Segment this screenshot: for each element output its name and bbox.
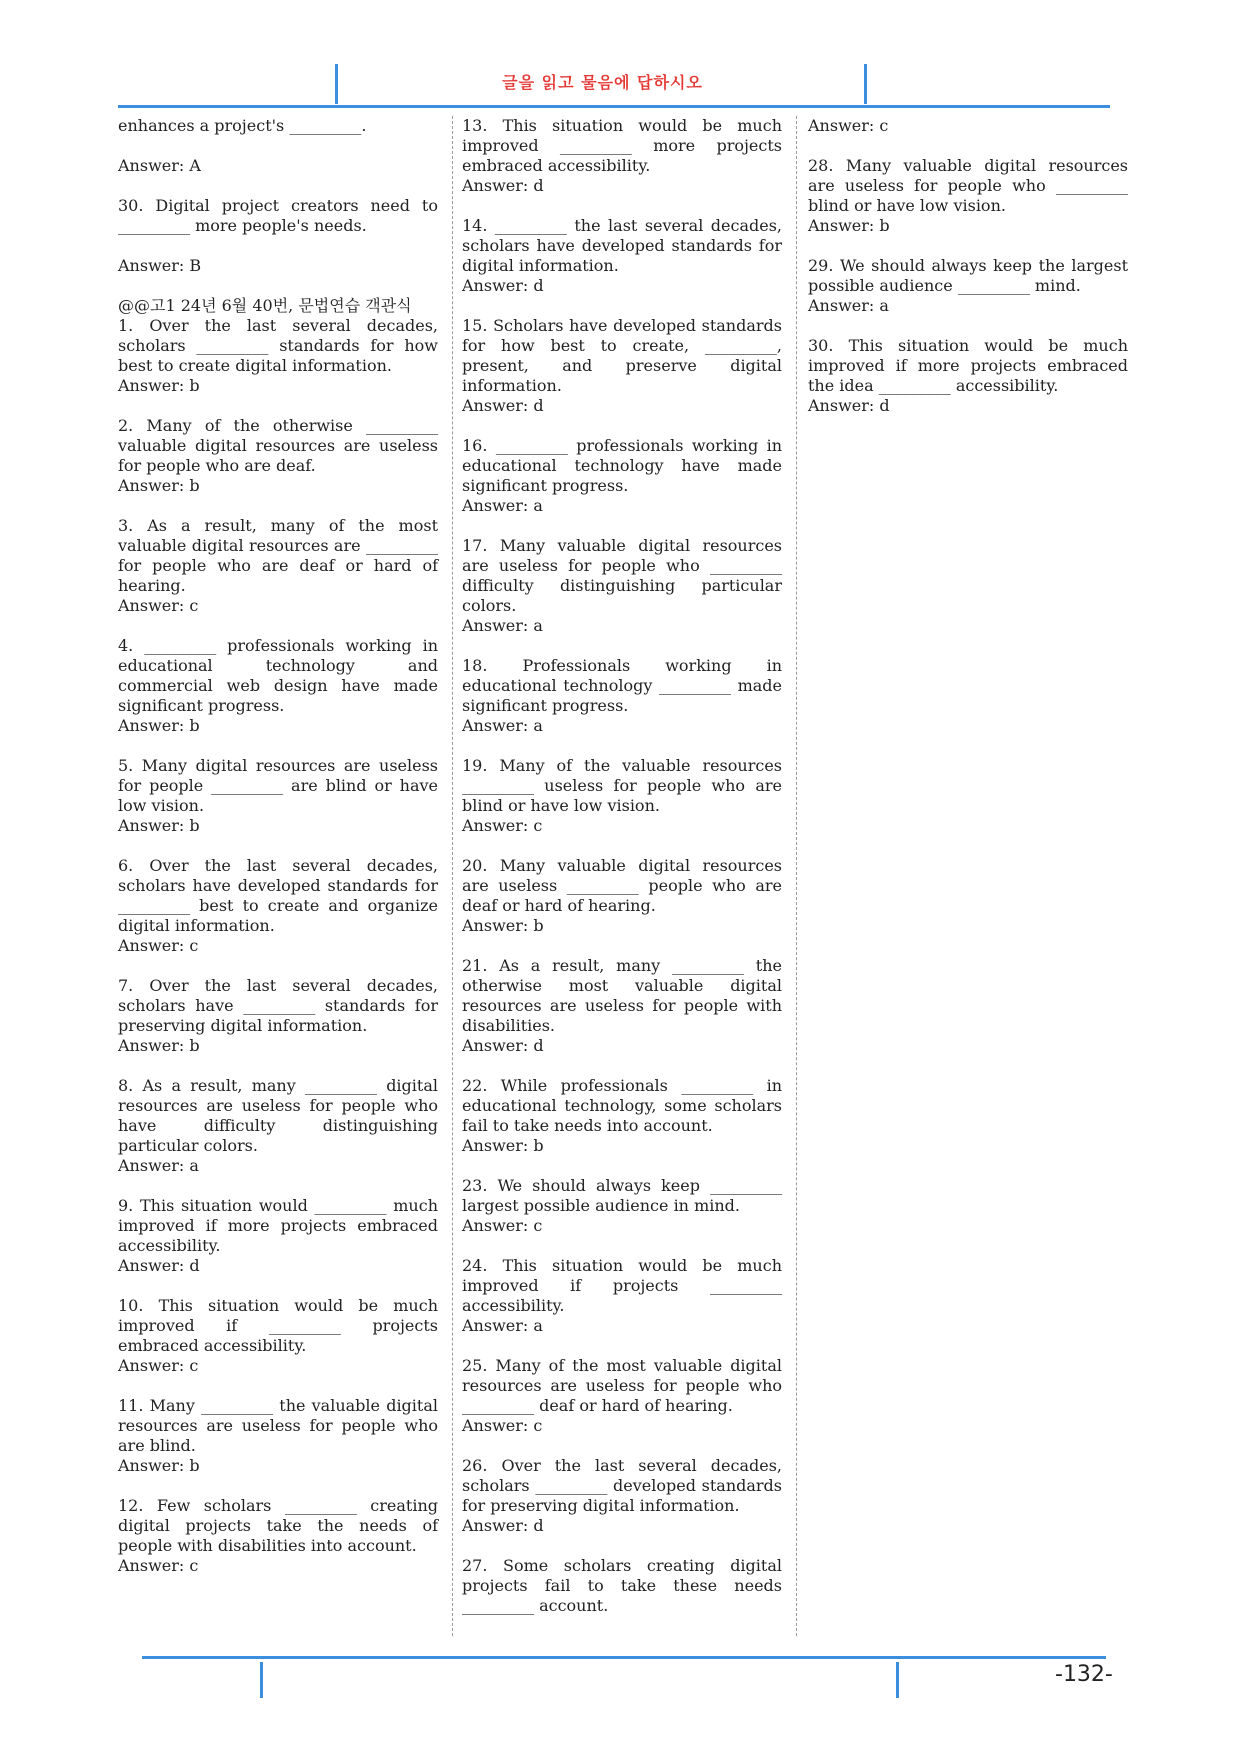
answer-text: Answer: c	[462, 1416, 543, 1435]
question-text: Answer: A	[118, 156, 201, 175]
question-text: 4. _________ professionals working in educational technology and commercial web design have made significant progress.	[118, 636, 438, 715]
question-text: 5. Many digital resources are useless for people _________ are blind or have low vision.	[118, 756, 438, 815]
question-text: 27. Some scholars creating digital projects fail to take these needs _________ account.	[462, 1556, 782, 1615]
answer-text: Answer: d	[462, 276, 544, 295]
question-item	[462, 656, 782, 736]
question-item	[118, 516, 438, 616]
question-text: 24. This situation would be much improved if projects _________ accessibility.	[462, 1256, 782, 1315]
question-item	[118, 196, 438, 236]
answer-text: Answer: b	[118, 376, 200, 395]
question-item	[462, 1456, 782, 1536]
question-text: Answer: B	[118, 256, 202, 275]
question-item	[118, 256, 438, 276]
question-item	[462, 216, 782, 296]
question-text: 14. _________ the last several decades, scholars have developed standards for digital information.	[462, 216, 782, 275]
answer-text: Answer: b	[118, 1036, 200, 1055]
answer-text: Answer: c	[462, 1216, 543, 1235]
answer-text: Answer: d	[462, 396, 544, 415]
answer-text: Answer: c	[118, 936, 199, 955]
question-text: 19. Many of the valuable resources _________ useless for people who are blind or have low vision.	[462, 756, 782, 815]
question-item	[462, 1176, 782, 1236]
page-number: -132-	[1055, 1662, 1113, 1687]
question-text: 8. As a result, many _________ digital resources are useless for people who have difficulty distinguishing particular colors.	[118, 1076, 438, 1155]
question-item	[462, 956, 782, 1056]
answer-text: Answer: d	[462, 1516, 544, 1535]
question-text: 28. Many valuable digital resources are useless for people who _________ blind or have low vision.	[808, 156, 1128, 215]
answer-text: Answer: b	[118, 716, 200, 735]
footer-left-bar	[260, 1662, 263, 1698]
answer-text: Answer: a	[462, 496, 543, 515]
question-text: 13. This situation would be much improved _________ more projects embraced accessibility.	[462, 116, 782, 175]
question-text: 12. Few scholars _________ creating digital projects take the needs of people with disabilities into account.	[118, 1496, 438, 1555]
footer-right-bar	[896, 1662, 899, 1698]
question-item	[462, 116, 782, 196]
question-item	[462, 1556, 782, 1616]
question-text: 17. Many valuable digital resources are useless for people who _________ difficulty distinguishing particular colors.	[462, 536, 782, 615]
question-text: @@고1 24년 6월 40번, 문법연습 객관식 1. Over the last several decades, scholars _________ standards for how best to create digital information.	[118, 296, 438, 375]
question-text: 26. Over the last several decades, scholars _________ developed standards for preserving digital information.	[462, 1456, 782, 1515]
answer-text: Answer: c	[118, 1556, 199, 1575]
question-text: 9. This situation would _________ much improved if more projects embraced accessibility.	[118, 1196, 438, 1255]
answer-text: Answer: b	[462, 916, 544, 935]
question-text: 20. Many valuable digital resources are useless _________ people who are deaf or hard of hearing.	[462, 856, 782, 915]
answer-text: Answer: b	[118, 816, 200, 835]
answer-text: Answer: a	[808, 296, 889, 315]
question-text: 2. Many of the otherwise _________ valuable digital resources are useless for people who are deaf.	[118, 416, 438, 475]
answer-text: Answer: c	[118, 596, 199, 615]
answer-text: Answer: b	[118, 1456, 200, 1475]
question-item	[118, 1076, 438, 1176]
answer-text: Answer: a	[462, 1316, 543, 1335]
answer-text: Answer: c	[118, 1356, 199, 1375]
question-text: 3. As a result, many of the most valuable digital resources are _________ for people who are deaf or hard of hearing.	[118, 516, 438, 595]
answer-text: Answer: d	[118, 1256, 200, 1275]
question-item	[118, 116, 438, 136]
column-1	[118, 116, 438, 1596]
answer-text: Answer: d	[462, 1036, 544, 1055]
question-item	[118, 1296, 438, 1376]
question-item	[118, 416, 438, 496]
question-item	[808, 116, 1128, 136]
column-divider-2	[796, 116, 797, 1636]
question-item	[462, 436, 782, 516]
question-item	[462, 856, 782, 936]
question-item	[808, 156, 1128, 236]
question-item	[118, 1396, 438, 1476]
question-item	[462, 1256, 782, 1336]
question-item	[462, 536, 782, 636]
question-text: 22. While professionals _________ in educational technology, some scholars fail to take needs into account.	[462, 1076, 782, 1135]
question-text: 29. We should always keep the largest possible audience _________ mind.	[808, 256, 1128, 295]
question-text: 30. Digital project creators need to _________ more people's needs.	[118, 196, 438, 235]
question-text: Answer: c	[808, 116, 889, 135]
column-3	[808, 116, 1128, 436]
question-text: 10. This situation would be much improved if _________ projects embraced accessibility.	[118, 1296, 438, 1355]
question-item	[462, 1076, 782, 1156]
question-text: 25. Many of the most valuable digital resources are useless for people who _________ deaf or hard of hearing.	[462, 1356, 782, 1415]
answer-text: Answer: b	[118, 476, 200, 495]
question-item	[118, 296, 438, 396]
question-item	[118, 976, 438, 1056]
question-item	[462, 756, 782, 836]
question-item	[118, 636, 438, 736]
question-text: 7. Over the last several decades, scholars have _________ standards for preserving digital information.	[118, 976, 438, 1035]
answer-text: Answer: a	[118, 1156, 199, 1175]
question-text: 30. This situation would be much improved if more projects embraced the idea _________ accessibility.	[808, 336, 1128, 395]
answer-text: Answer: d	[462, 176, 544, 195]
header-left-bar	[335, 64, 338, 104]
answer-text: Answer: a	[462, 716, 543, 735]
question-item	[118, 1196, 438, 1276]
question-text: 15. Scholars have developed standards for how best to create, _________, present, and preserve digital information.	[462, 316, 782, 395]
answer-text: Answer: d	[808, 396, 890, 415]
question-text: 21. As a result, many _________ the otherwise most valuable digital resources are useless for people with disabilities.	[462, 956, 782, 1035]
footer-rule	[142, 1656, 1106, 1659]
answer-text: Answer: a	[462, 616, 543, 635]
question-item	[118, 1496, 438, 1576]
question-text: 18. Professionals working in educational technology _________ made significant progress.	[462, 656, 782, 715]
question-item	[118, 856, 438, 956]
question-item	[118, 156, 438, 176]
question-text: enhances a project's _________.	[118, 116, 367, 135]
question-text: 16. _________ professionals working in educational technology have made significant progress.	[462, 436, 782, 495]
question-text: 6. Over the last several decades, scholars have developed standards for _________ best to create and organize digital information.	[118, 856, 438, 935]
page-title: 글을 읽고 물음에 답하시오	[502, 73, 703, 92]
question-item	[808, 336, 1128, 416]
question-item	[118, 756, 438, 836]
column-2	[462, 116, 782, 1636]
question-item	[462, 316, 782, 416]
question-item	[462, 1356, 782, 1436]
answer-text: Answer: c	[462, 816, 543, 835]
question-text: 23. We should always keep _________ largest possible audience in mind.	[462, 1176, 782, 1215]
question-item	[808, 256, 1128, 316]
column-divider-1	[452, 116, 453, 1636]
answer-text: Answer: b	[808, 216, 890, 235]
header-rule	[118, 105, 1110, 108]
question-text: 11. Many _________ the valuable digital resources are useless for people who are blind.	[118, 1396, 438, 1455]
answer-text: Answer: b	[462, 1136, 544, 1155]
